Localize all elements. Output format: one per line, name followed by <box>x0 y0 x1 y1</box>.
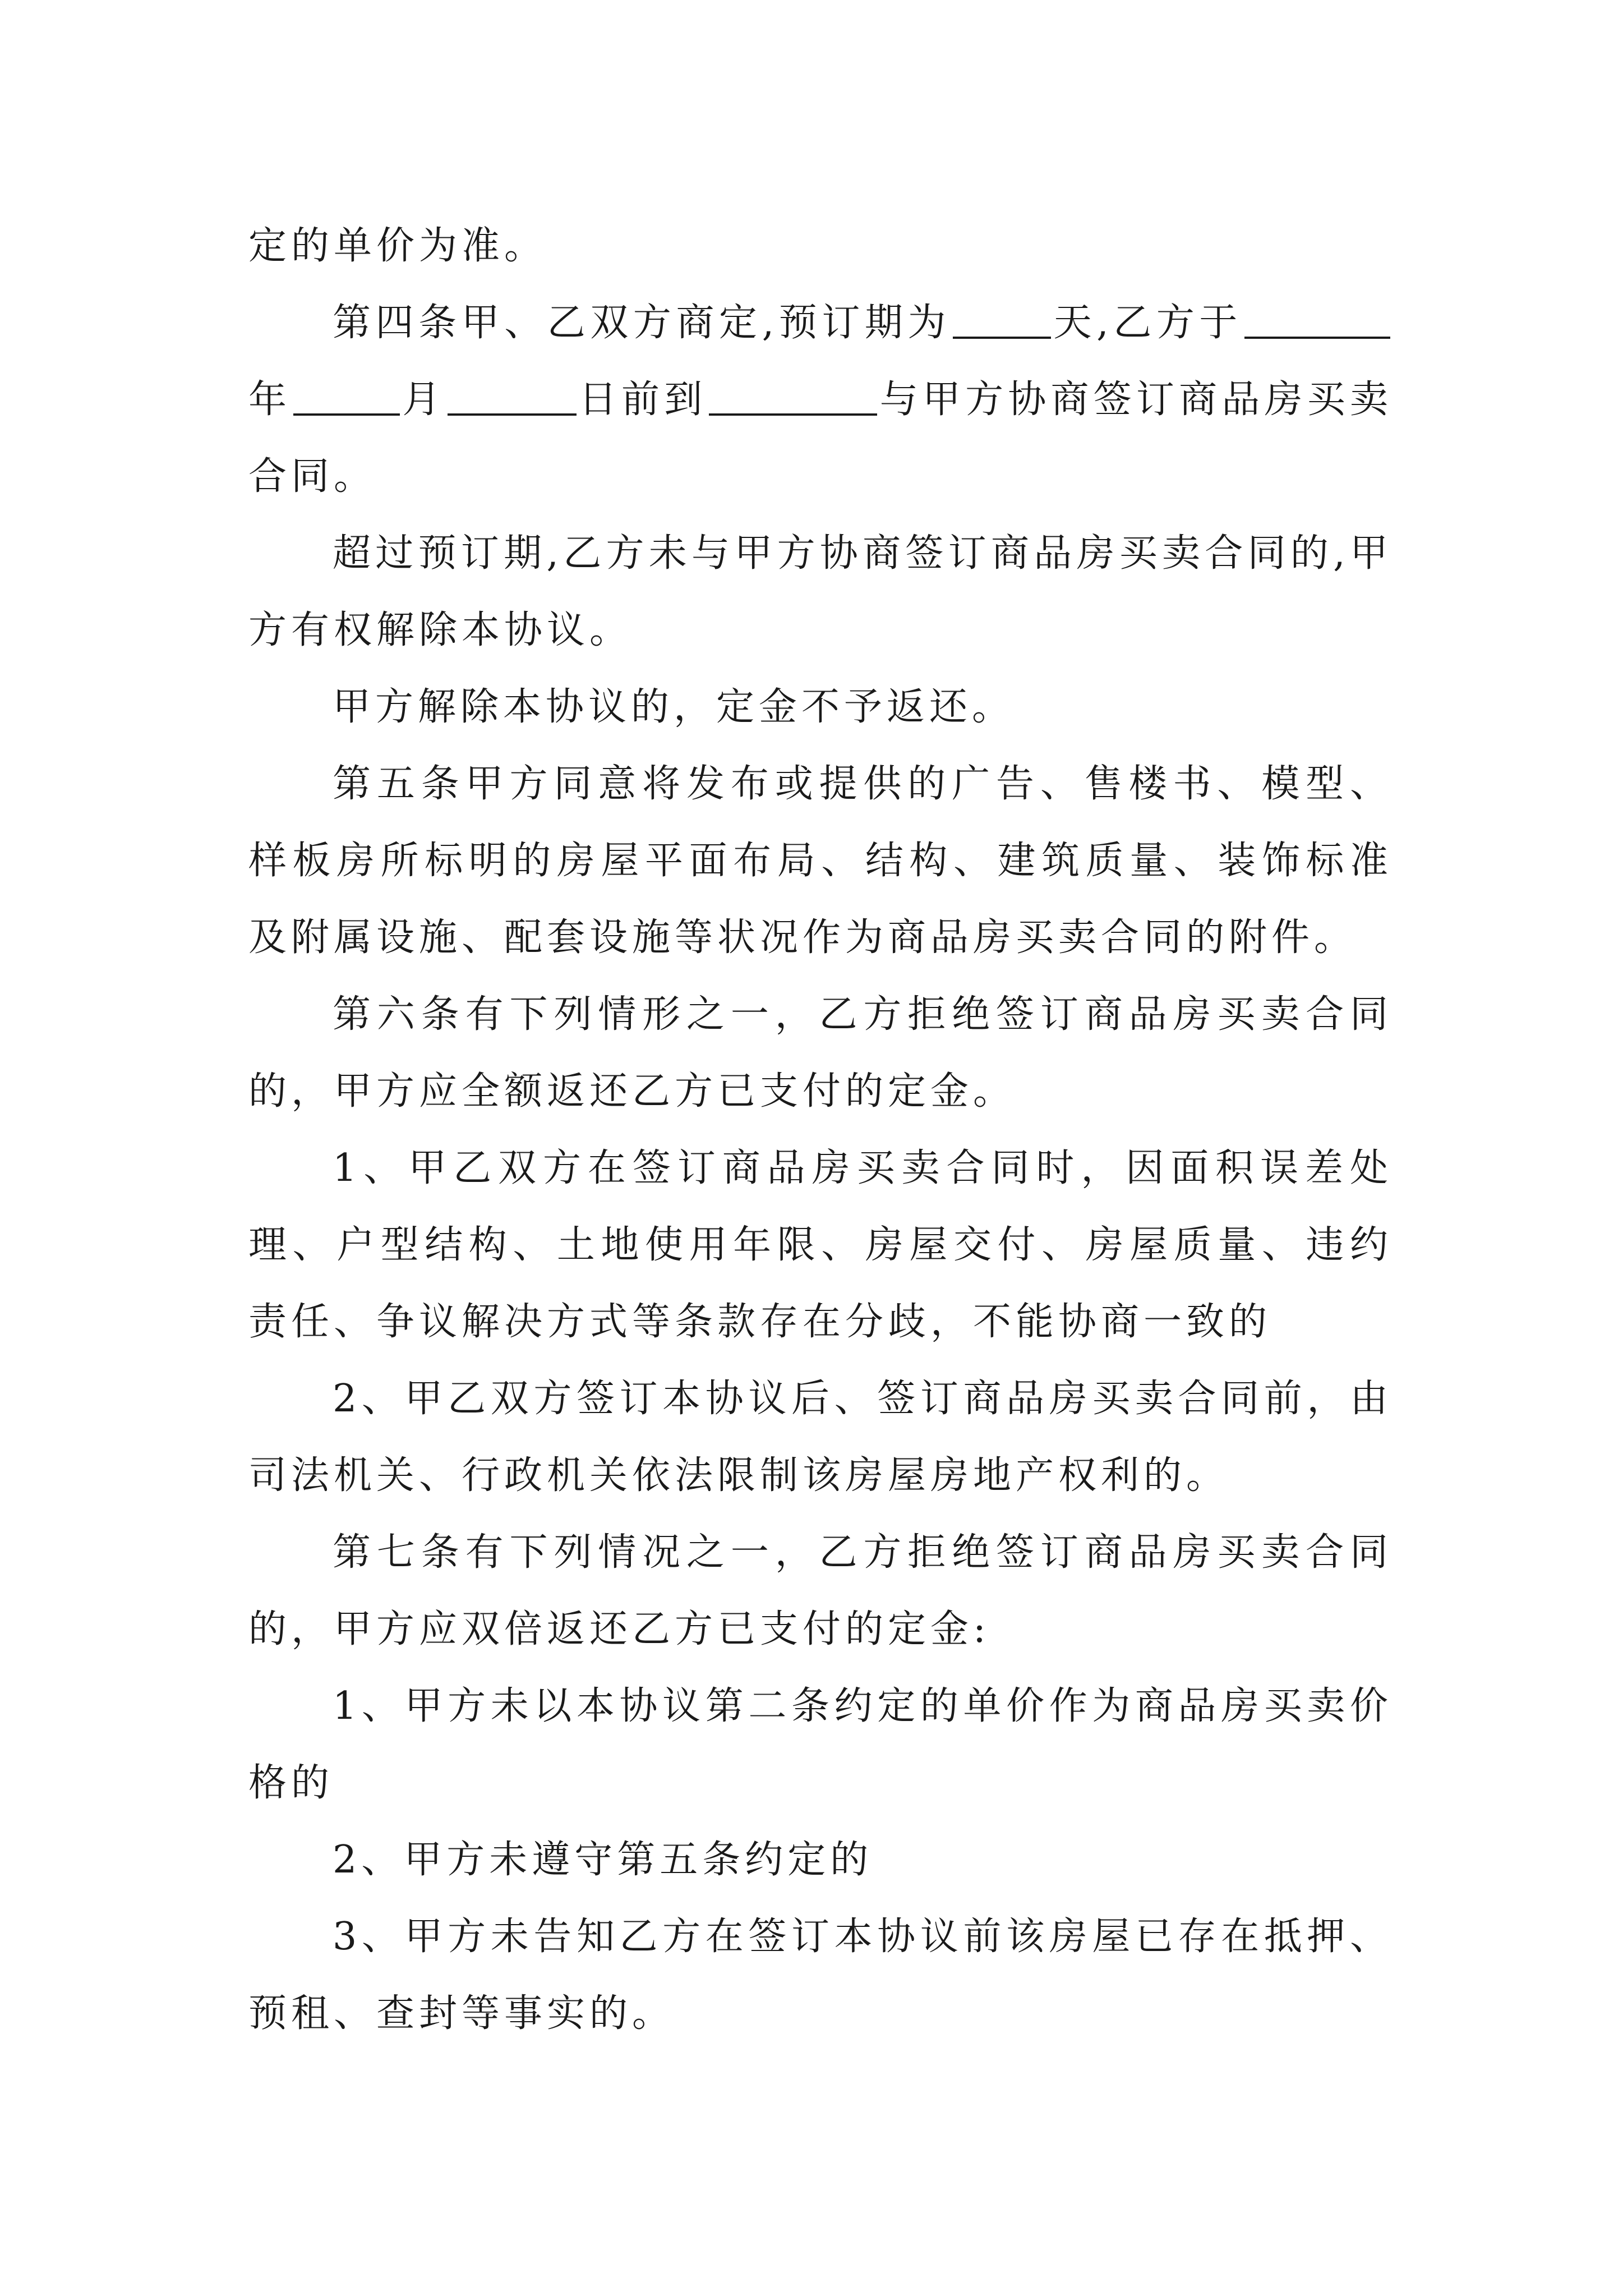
paragraph-overdue: 超过预订期,乙方未与甲方协商签订商品房买卖合同的,甲方有权解除本协议。 <box>248 531 1393 652</box>
month-blank <box>293 380 400 416</box>
paragraph-clause-7: 第七条有下列情况之一，乙方拒绝签订商品房买卖合同的，甲方应双倍返还乙方已支付的定金: <box>248 1530 1393 1651</box>
paragraph-clause-7-item-3: 3、甲方未告知乙方在签订本协议前该房屋已存在抵押、预租、查封等事实的。 <box>248 1915 1393 2036</box>
location-blank <box>709 380 877 416</box>
year-blank <box>1244 303 1390 339</box>
paragraph-clause-6-item-1: 1、甲乙双方在签订商品房买卖合同时，因面积误差处理、户型结构、土地使用年限、房屋交付、房屋质量、违约责任、争议解决方式等条款存在分歧，不能协商一致的 <box>248 1146 1393 1344</box>
clause-4-text-5: 日前到 <box>578 378 707 422</box>
paragraph-clause-7-item-1: 1、甲方未以本协议第二条约定的单价作为商品房买卖价格的 <box>248 1684 1393 1805</box>
paragraph-clause-5: 第五条甲方同意将发布或提供的广告、售楼书、模型、样板房所标明的房屋平面布局、结构、建筑质量、装饰标准及附属设施、配套设施等状况作为商品房买卖合同的附件。 <box>248 762 1393 960</box>
clause-4-text-6: 与甲方协商签订商品房买卖合同。 <box>248 378 1393 499</box>
paragraph-clause-4 <box>248 284 1393 515</box>
paragraph-deposit-not-returned: 甲方解除本协议的，定金不予返还。 <box>333 685 1015 729</box>
clause-4-text-4: 月 <box>402 378 445 422</box>
paragraph-clause-7-item-2: 2、甲方未遵守第五条约定的 <box>333 1838 873 1882</box>
reservation-days-blank <box>953 303 1051 339</box>
clause-4-text-2: 天,乙方于 <box>1053 301 1242 345</box>
paragraph-clause-6-item-2: 2、甲乙双方签订本协议后、签订商品房买卖合同前，由司法机关、行政机关依法限制该房屋房地产权利的。 <box>248 1377 1393 1498</box>
clause-4-text-1: 第四条甲、乙双方商定,预订期为 <box>333 301 951 345</box>
document-body <box>248 208 1393 2052</box>
paragraph-unit-price: 定的单价为准。 <box>248 224 547 268</box>
day-blank <box>448 380 577 416</box>
paragraph-clause-6: 第六条有下列情形之一，乙方拒绝签订商品房买卖合同的，甲方应全额返还乙方已支付的定金。 <box>248 992 1393 1114</box>
clause-4-text-3: 年 <box>248 378 292 422</box>
